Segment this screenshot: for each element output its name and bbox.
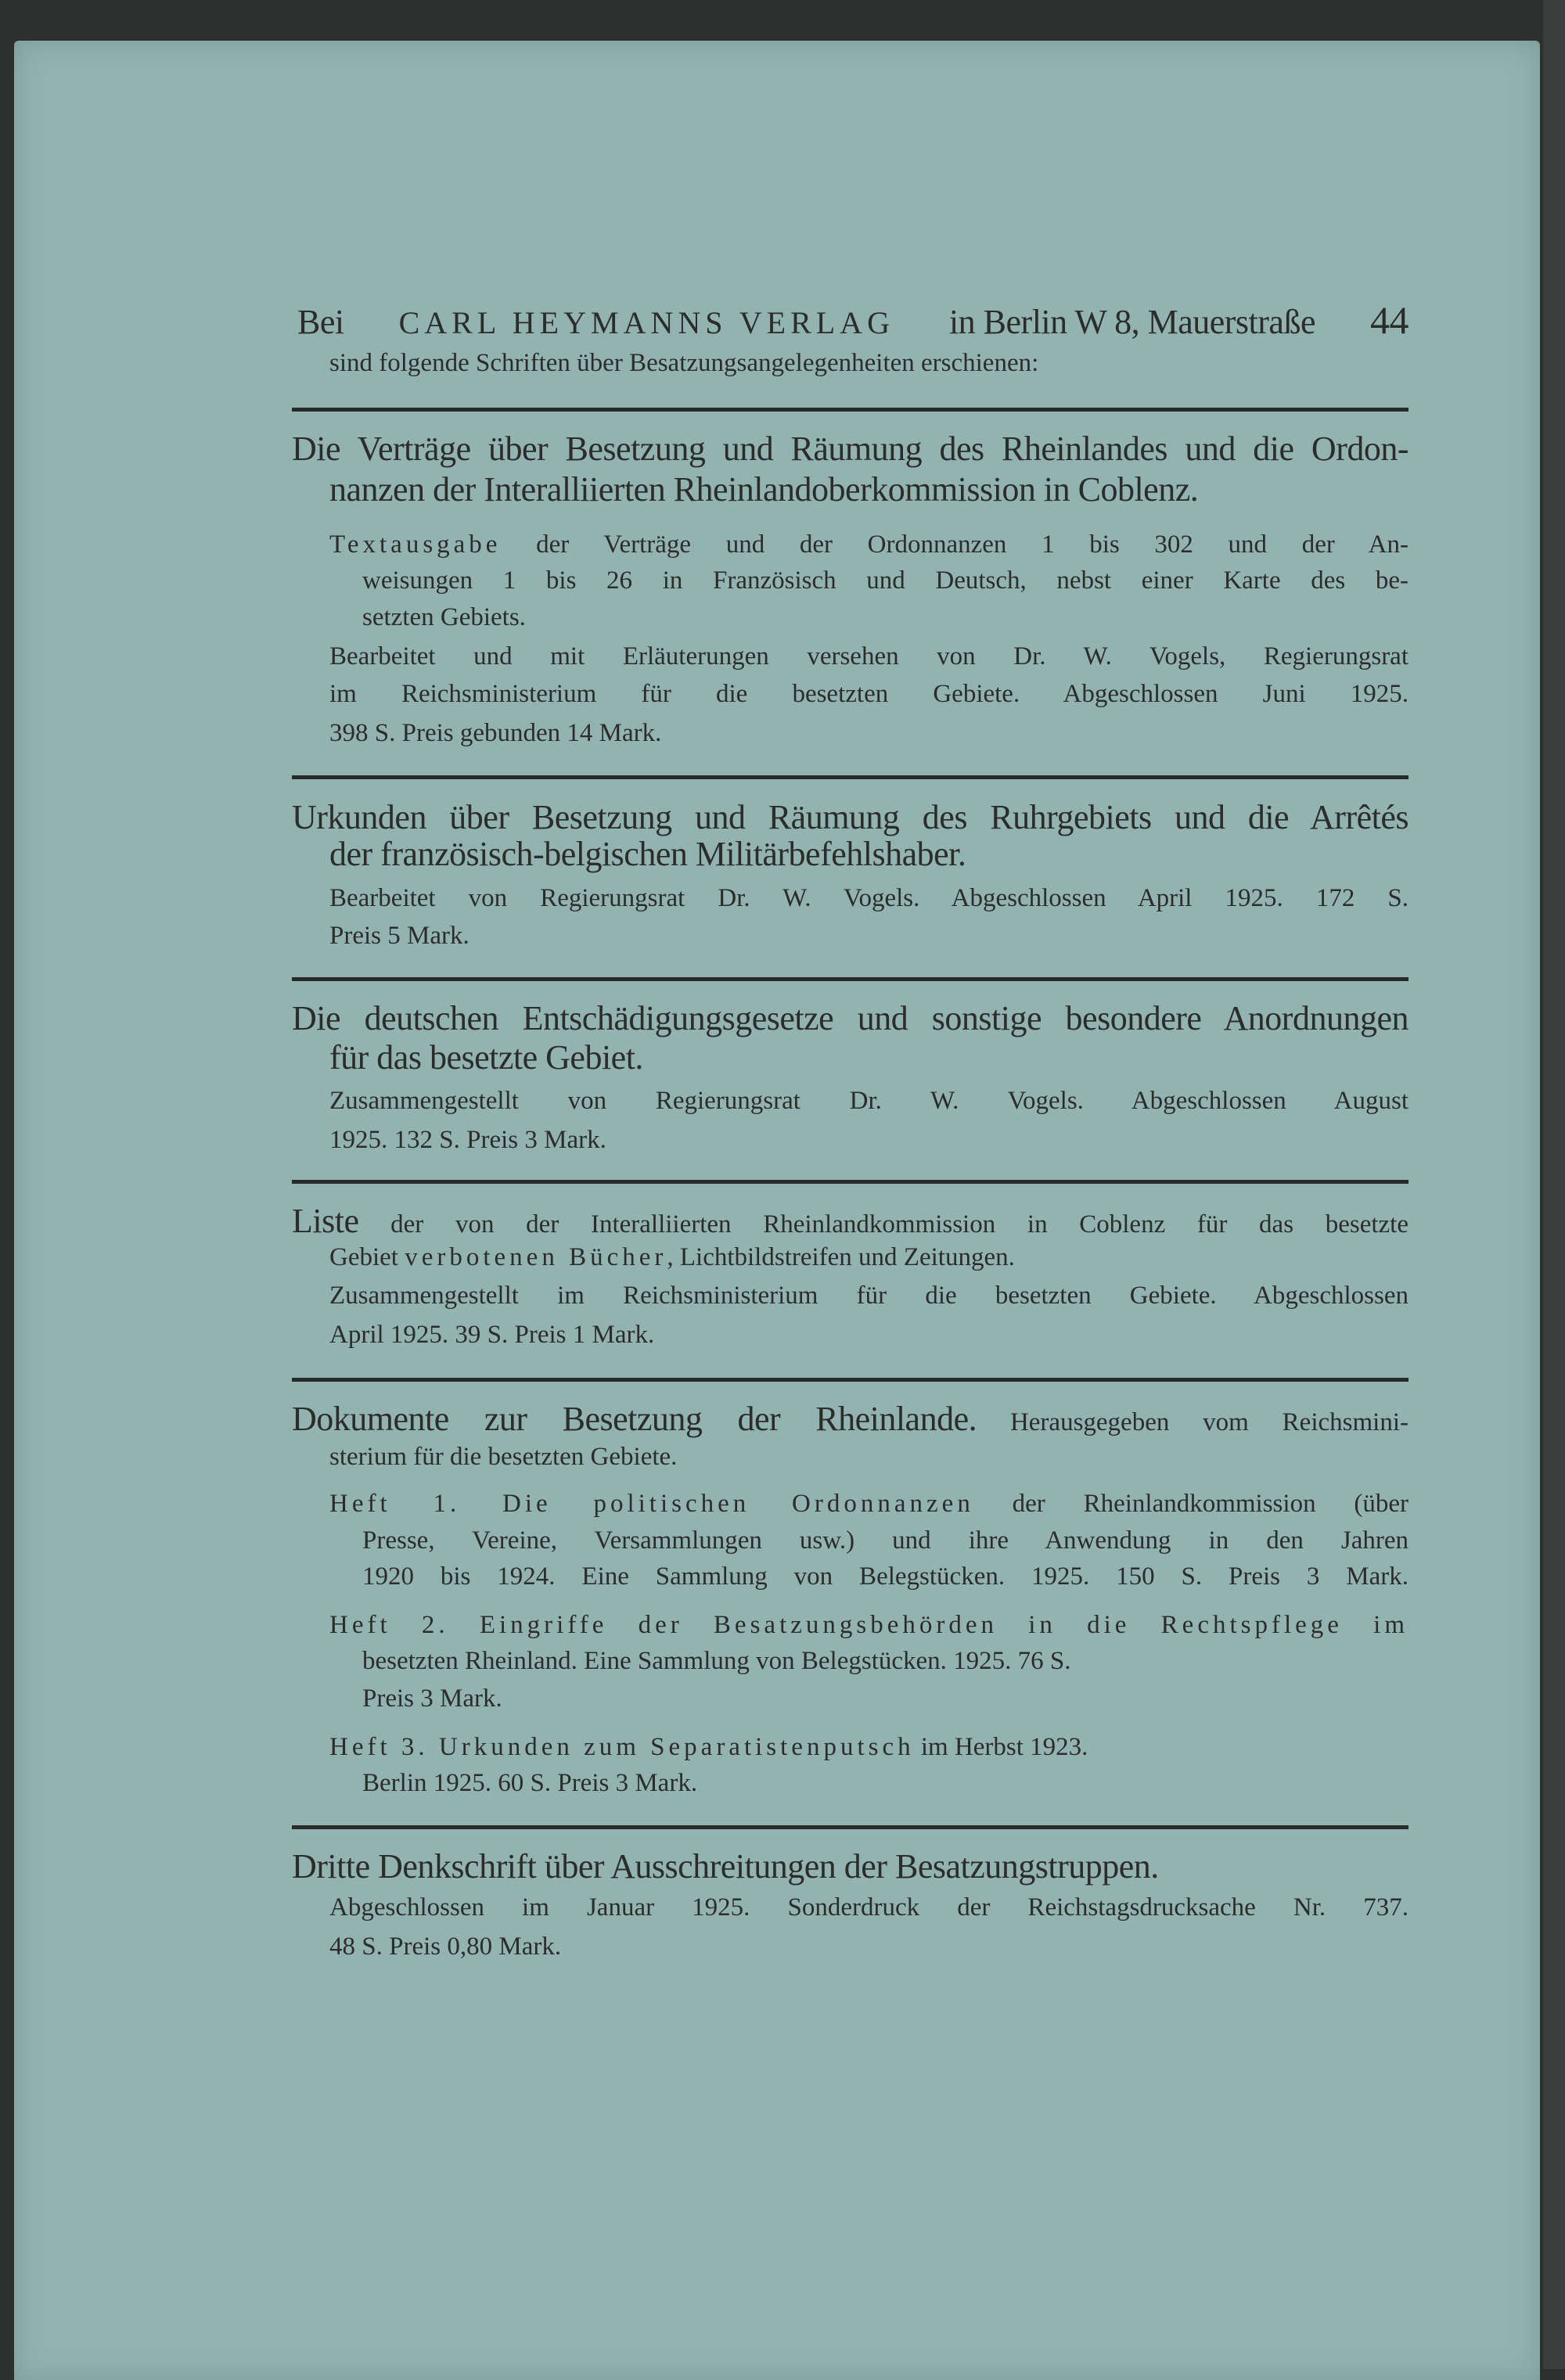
text-segment: Heft 2. Eingriffe der Besatzungsbehörden in die Rechtspflege im: [329, 1611, 1408, 1639]
text-segment: der Rheinlandkommission (über: [973, 1490, 1409, 1518]
section-divider: [292, 977, 1408, 981]
text-segment: Abgeschlossen im Januar 1925. Sonderdruck der Reichstagsdrucksache Nr. 737.: [329, 1893, 1408, 1922]
entry-text-line: [329, 886, 1408, 911]
text-segment: der französisch-belgischen Militärbefehlshaber.: [329, 835, 966, 873]
entry-text-line: [329, 1322, 654, 1348]
text-segment: , Lichtbildstreifen und Zeitungen.: [667, 1243, 1015, 1271]
publisher-address: in Berlin W 8, Mauerstraße: [948, 303, 1315, 341]
entry-text-line: [362, 1564, 1408, 1590]
publisher-prefix: Bei: [297, 303, 344, 341]
text-segment: Heft 3. Urkunden zum Separatistenputsch: [329, 1733, 915, 1761]
text-segment: Die deutschen Entschädigungsgesetze und sonstige besondere Anordnungen: [292, 999, 1408, 1037]
entry-text-line: [329, 923, 470, 949]
entry-text-line: [329, 644, 1408, 670]
text-segment: Berlin 1925. 60 S. Preis 3 Mark.: [362, 1769, 698, 1797]
entry-text-line: [329, 1245, 1015, 1271]
entry-text-line: [362, 1686, 502, 1712]
text-segment: sterium für die besetzten Gebiete.: [329, 1443, 678, 1471]
entry-title-line: [329, 837, 966, 872]
text-segment: Zusammengestellt von Regierungsrat Dr. W. Vogels. Abgeschlossen August: [329, 1087, 1408, 1115]
text-segment: nanzen der Interalliierten Rheinlandoberkommission in Coblenz.: [329, 470, 1199, 509]
entry-title-line: [292, 1847, 1159, 1886]
intro-line: sind folgende Schriften über Besatzungsangelegenheiten erschienen:: [329, 349, 1039, 377]
entry-text-line: [362, 605, 526, 631]
section-divider: [292, 408, 1408, 412]
entry-text-line: [329, 1127, 606, 1153]
text-segment: Textausgabe: [329, 530, 502, 559]
text-segment: der von der Interalliierten Rheinlandkommission in Coblenz für das besetzte: [358, 1210, 1408, 1239]
text-segment: Liste: [292, 1202, 359, 1240]
section-divider: [292, 1825, 1408, 1829]
section-divider: [292, 1378, 1408, 1382]
entry-title-line: [329, 1038, 643, 1077]
entry-text-line: [362, 1648, 1071, 1674]
section-divider: [292, 1180, 1408, 1184]
entry-text-line: [329, 1612, 1408, 1638]
text-segment: Preis 5 Mark.: [329, 922, 470, 950]
entry-text-line: [362, 1528, 1408, 1554]
text-segment: Presse, Vereine, Versammlungen usw.) und ihre Anwendung in den Jahren: [362, 1526, 1408, 1555]
entry-text-line: [329, 1934, 561, 1960]
text-segment: besetzten Rheinland. Eine Sammlung von Belegstücken. 1925. 76 S.: [362, 1647, 1071, 1675]
entry-title-line: [292, 800, 1408, 835]
text-segment: weisungen 1 bis 26 in Französisch und Deutsch, nebst einer Karte des be-: [362, 566, 1408, 595]
text-segment: Gebiet: [329, 1243, 405, 1271]
entry-title-line: [292, 1402, 1408, 1436]
text-segment: 48 S. Preis 0,80 Mark.: [329, 1932, 562, 1961]
entry-title-line: [292, 432, 1408, 466]
entry-text-line: [329, 1895, 1408, 1921]
publisher-name: CARL HEYMANNS VERLAG: [398, 305, 894, 340]
publisher-line: [297, 300, 1408, 340]
text-segment: im Reichsministerium für die besetzten Gebiete. Abgeschlossen Juni 1925.: [329, 680, 1408, 708]
text-segment: Zusammengestellt im Reichsministerium für die besetzten Gebiete. Abgeschlossen: [329, 1282, 1408, 1310]
text-segment: 398 S. Preis gebunden 14 Mark.: [329, 719, 662, 747]
entry-text-line: [329, 681, 1408, 707]
text-segment: Dokumente zur Besetzung der Rheinlande.: [292, 1400, 977, 1438]
text-segment: Bearbeitet von Regierungsrat Dr. W. Vogels. Abgeschlossen April 1925. 172 S.: [329, 884, 1408, 912]
entry-title-line: [292, 1204, 1408, 1239]
entry-text-line: [329, 1088, 1408, 1114]
entry-text-line: [329, 532, 1408, 558]
text-segment: 1925. 132 S. Preis 3 Mark.: [329, 1126, 606, 1154]
entry-text-line: [329, 1491, 1408, 1517]
text-segment: 1920 bis 1924. Eine Sammlung von Belegstücken. 1925. 150 S. Preis 3 Mark.: [362, 1562, 1408, 1591]
entry-text-line: [362, 568, 1408, 594]
section-divider: [292, 775, 1408, 779]
street-number: 44: [1369, 298, 1408, 342]
text-segment: für das besetzte Gebiet.: [329, 1038, 643, 1077]
entry-title-line: [329, 470, 1199, 509]
entry-title-line: [292, 1001, 1408, 1036]
text-segment: April 1925. 39 S. Preis 1 Mark.: [329, 1321, 655, 1349]
text-segment: Heft 1. Die politischen Ordonnanzen: [329, 1490, 974, 1518]
text-segment: verbotenen Bücher: [405, 1243, 667, 1271]
text-segment: Preis 3 Mark.: [362, 1684, 502, 1713]
scan-edge: [1543, 0, 1565, 2369]
entry-text-line: [362, 1771, 697, 1796]
text-segment: setzten Gebiets.: [362, 603, 526, 631]
text-segment: der Verträge und der Ordonnanzen 1 bis 302 und der An-: [501, 530, 1408, 559]
entry-text-line: [329, 1283, 1408, 1309]
text-segment: Bearbeitet und mit Erläuterungen versehen von Dr. W. Vogels, Regierungsrat: [329, 642, 1408, 670]
text-segment: im Herbst 1923.: [914, 1733, 1088, 1761]
entry-text-line: [329, 1444, 677, 1470]
text-segment: Dritte Denkschrift über Ausschreitungen der Besatzungstruppen.: [292, 1847, 1159, 1886]
text-segment: Die Verträge über Besetzung und Räumung des Rheinlandes und die Ordon-: [292, 430, 1408, 468]
text-segment: Urkunden über Besetzung und Räumung des Ruhrgebiets und die Arrêtés: [292, 798, 1408, 836]
text-segment: Herausgegeben vom Reichsmini-: [977, 1408, 1408, 1436]
entry-text-line: [329, 1735, 1088, 1760]
entry-text-line: [329, 721, 661, 746]
